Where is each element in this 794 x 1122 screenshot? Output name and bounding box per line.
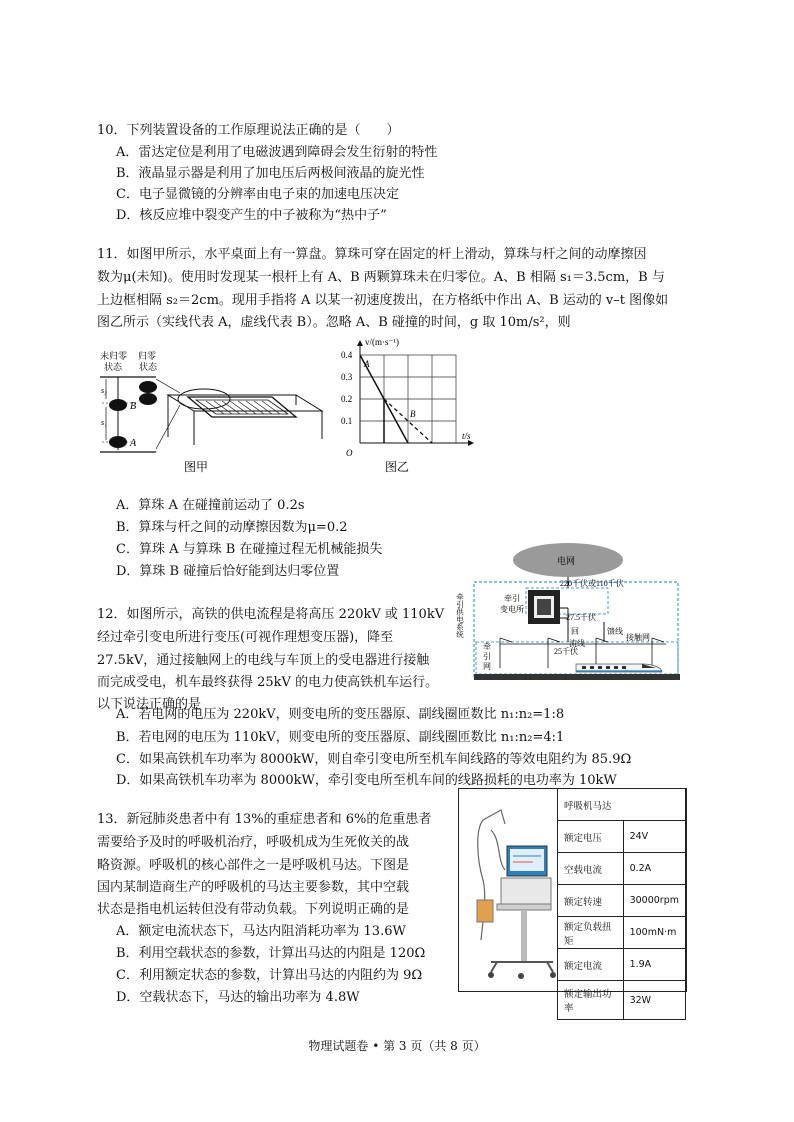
label-returned: 归零 [138,351,157,361]
q12-stem-line2: 经过牵引变电所进行变压(可视作理想变压器)，降至 [97,630,394,645]
tick-0-2: 0.2 [341,394,353,404]
q13-option-a: A．额定电流状态下，马达内阻消耗功率为 13.6W [116,924,406,939]
bead-a [109,436,127,448]
spec-value: 30000rpm [623,885,685,917]
q11-option-b: B．算珠与杆之间的动摩擦因数为μ=0.2 [116,520,348,535]
feeder-label: 馈线 [607,627,623,636]
kv-220-110-label: 220千伏或110千伏 [560,579,624,588]
origin-label: O [346,448,353,458]
spec-value: 0.2A [623,853,685,885]
q13-stem-line4: 国内某制造商生产的呼吸机的马达主要参数，其中空载 [97,880,410,895]
humidifier [477,900,493,922]
return-line-label-1: 回 [571,627,579,636]
substation-label-1: 牵引 [504,594,520,603]
q12-option-b: B．若电网的电压为 110kV，则变电所的变压器原、副线圈匝数比 n₁:n₂=4:1 [116,730,565,745]
q12-stem-line5: 以下说法正确的是 [97,697,202,712]
q12-option-c: C．如果高铁机车功率为 8000kW，则自牵引变电所至机车间线路的等效电阻约为 85.9Ω [116,752,632,767]
y-axis-label: v/(m·s⁻¹) [365,337,399,347]
traction-net-label-2: 引 [483,652,491,661]
tick-0-1: 0.1 [341,416,353,426]
label-state-2: 状态 [139,362,158,372]
traction-net-label-3: 网 [483,662,491,671]
label-unreturned: 未归零 [100,351,128,361]
bead-b [109,399,127,411]
fig-b-caption: 图乙 [385,460,410,474]
traction-net-label-1: 牵 [483,642,491,651]
q13-option-c: C．利用额定状态的参数，计算出马达的内阻约为 9Ω [116,968,423,983]
grid [360,355,456,443]
q11-stem-line2: 数为μ(未知)。使用时发现某一根杆上有 A、B 两颗算珠未在归零位。A、B 相隔 s₁＝3.5cm，B 与 [97,270,665,285]
q12-stem-line1: 12．如图所示，高铁的供电流程是将高压 220kV 或 110kV [97,607,445,622]
power-grid-label: 电网 [557,556,576,566]
contact-net-label: 接触网 [626,633,650,642]
q13-stem-line5: 状态是指电机运转但没有带动负载。下列说明正确的是 [97,902,410,917]
q11-stem-line4: 图乙所示（实线代表 A，虚线代表 B）。忽略 A、B 碰撞的时间，g 取 10m/s²，则 [97,315,571,330]
return-line-label-2: 流线 [569,639,585,648]
supply-system-label: 牵引供电系统 [456,593,465,638]
returned-bead-1 [139,381,157,393]
q11-stem-line1: 11．如图甲所示，水平桌面上有一算盘。算珠可穿在固定的杆上滑动，算珠与杆之间的动摩擦因 [97,247,647,262]
q11-option-a: A．算珠 A 在碰撞前运动了 0.2s [116,498,305,513]
x-axis-label: t/s [462,431,471,441]
railway-power-diagram [456,538,686,690]
q11-stem-line3: 上边框相隔 s₂＝2cm。现用手指将 A 以某一初速度拨出，在方格纸中作出 A、B 运动的 v–t 图像如 [97,293,669,308]
kv-27-5-label: 27.5千伏 [566,613,596,622]
vt-graph [335,335,485,480]
q11-option-d: D．算珠 B 碰撞后恰好能到达归零位置 [116,564,340,579]
table-title: 呼吸机马达 [558,789,686,821]
abacus-figure [96,345,326,480]
q12-stem-line3: 27.5kV，通过接触网上的电线与车顶上的受电器进行接触 [97,653,430,668]
q10-option-d: D．核反应堆中裂变产生的中子被称为“热中子” [116,208,387,223]
label-state-1: 状态 [104,362,123,372]
q13-stem-line2: 需要给予及时的呼吸机治疗，呼吸机成为生死攸关的战 [97,835,410,850]
spec-key: 额定电流 [558,949,624,981]
track [474,674,680,680]
spec-key: 额定负载扭矩 [558,917,624,949]
q10-option-a: A．雷达定位是利用了电磁波遇到障碍会发生衍射的特性 [116,145,438,160]
q10-stem: 10．下列装置设备的工作原理说法正确的是（ ） [97,123,400,138]
tick-0-4: 0.4 [341,350,353,360]
spec-value: 24V [623,821,685,853]
bead-b-label: B [130,401,137,412]
spec-key: 额定转速 [558,885,624,917]
q12-option-d: D．如果高铁机车功率为 8000kW，牵引变电所至机车间的线路损耗的电功率为 10kW [116,773,617,788]
returned-bead-2 [139,393,157,405]
q13-option-b: B．利用空载状态的参数，计算出马达的内阻是 120Ω [116,946,426,961]
ventilator-image [461,800,557,986]
q13-stem-line1: 13．新冠肺炎患者中有 13%的重症患者和 6%的危重患者 [97,812,432,827]
s2-label: s₂ [101,386,107,395]
kv-25-label: 25千伏 [554,647,578,656]
q12-stem-line4: 而完成受电，机车最终获得 25kV 的电力使高铁机车运行。 [97,675,439,690]
fig-a-caption: 图甲 [184,460,209,474]
bead-a-label: A [130,438,137,449]
ventilator-body [501,878,551,904]
spec-value: 32W [623,981,685,1020]
spec-key: 空载电流 [558,853,624,885]
motor-spec-table [557,788,686,1020]
spec-key: 额定电压 [558,821,624,853]
s1-label: s₁ [101,418,107,427]
curve-b-label: B [410,409,416,419]
tick-0-3: 0.3 [341,372,353,382]
q11-option-c: C．算珠 A 与算珠 B 在碰撞过程无机械能损失 [116,542,383,557]
q10-option-b: B．液晶显示器是利用了加电压后两极间液晶的旋光性 [116,166,425,181]
spec-value: 1.9A [623,949,685,981]
spec-value: 100mN·m [623,917,685,949]
spec-key: 额定输出功率 [558,981,624,1020]
q13-option-d: D．空载状态下，马达的输出功率为 4.8W [116,990,360,1005]
q10-option-c: C．电子显微镜的分辨率由电子束的加速电压决定 [116,187,399,202]
q12-option-a: A．若电网的电压为 220kV，则变电所的变压器原、副线圈匝数比 n₁:n₂=1:8 [116,707,565,722]
page-footer: 物理试题卷 • 第 3 页（共 8 页） [308,1039,486,1053]
curve-a-label: A [364,359,370,369]
q13-stem-line3: 略资源。呼吸机的核心部件之一是呼吸机马达。下图是 [97,858,410,873]
substation-label-2: 变电所 [500,605,524,614]
